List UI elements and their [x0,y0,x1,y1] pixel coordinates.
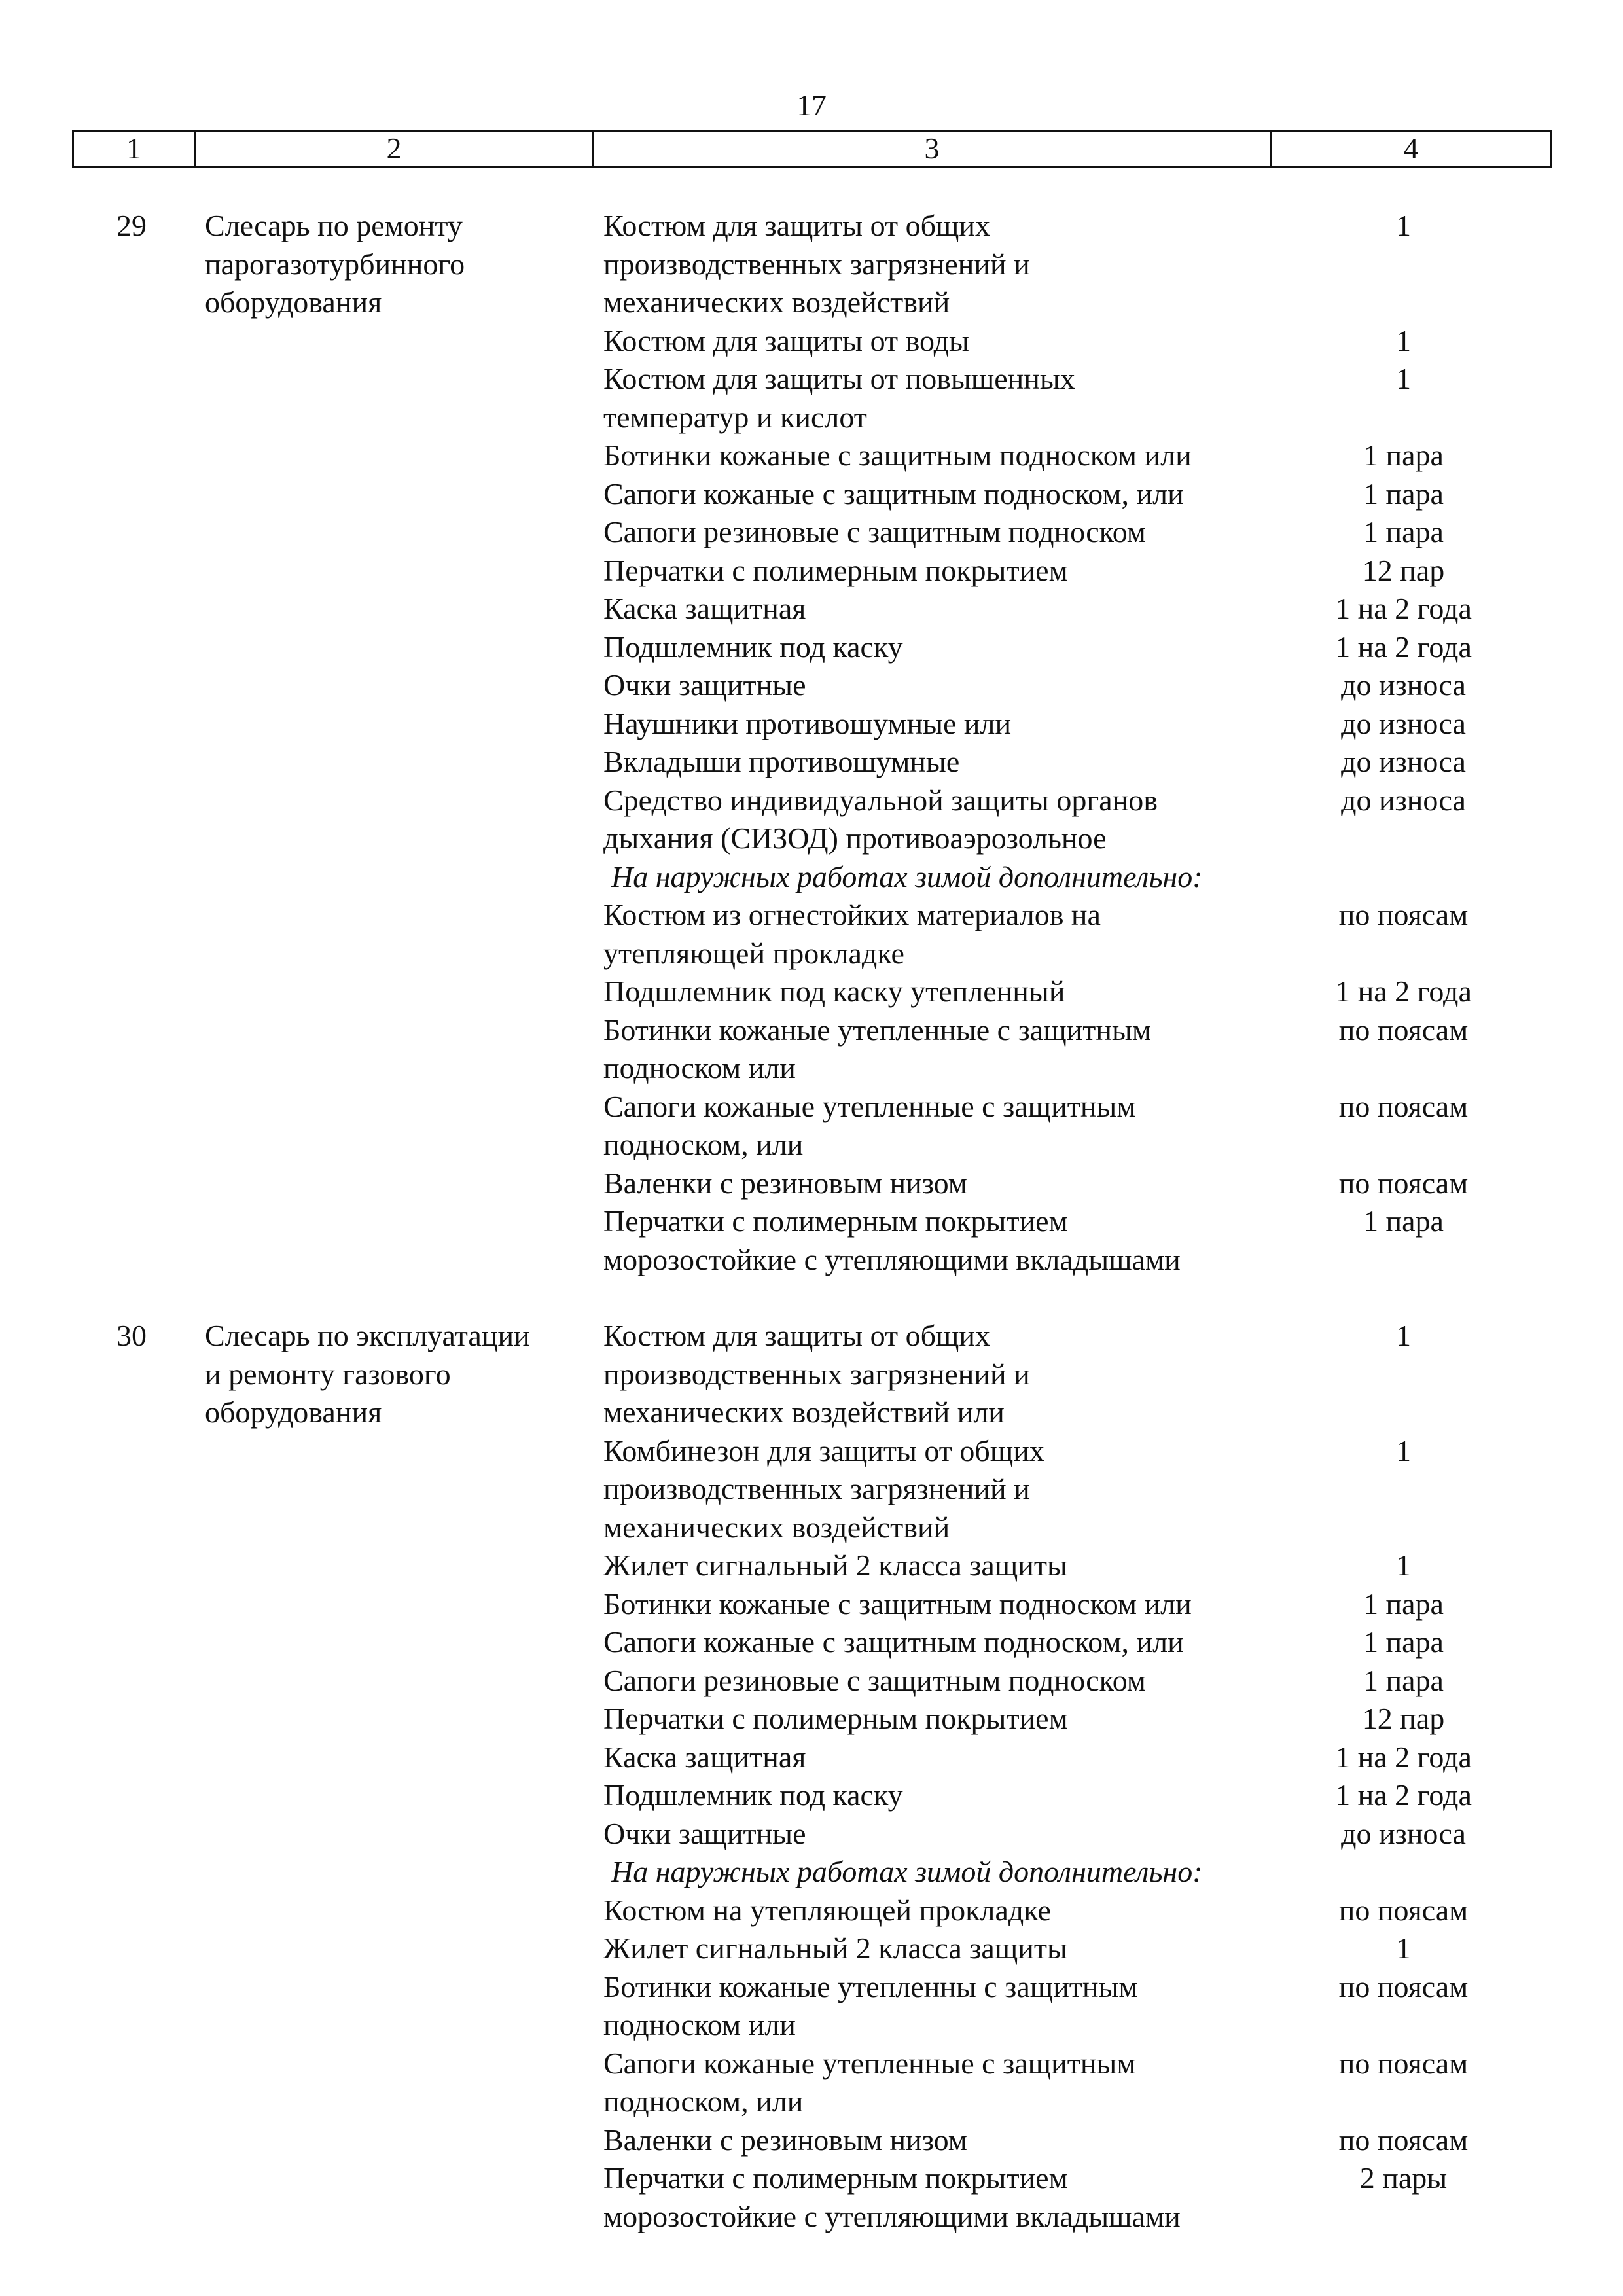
item-quantity: по поясам [1338,1166,1469,1200]
item-name: Подшлемник под каску утепленный [603,975,1065,1008]
item-name: Подшлемник под каску [603,630,903,664]
item-quantity: по поясам [1338,2123,1469,2157]
item-quantity [1268,819,1539,858]
item-quantity: 1 пара [1363,476,1444,511]
item-name: Ботинки кожаные с защитным подноском или [603,439,1192,472]
table-row [603,2121,1552,2160]
item-quantity: 1 пара [1363,1587,1444,1621]
table-entry [72,1317,1552,2236]
item-name: дыхания (СИЗОД) противоаэрозольное [603,821,1107,855]
item-name: морозостойкие с утепляющими вкладышами [603,2199,1181,2233]
item-name: механических воздействий [603,285,950,319]
item-quantity: 1 [1396,362,1411,395]
item-name: Наушники противошумные или [603,706,1012,740]
item-name: подноском или [603,2008,796,2041]
item-name: Валенки с резиновым низом [603,2123,967,2157]
table-row [603,1623,1552,1662]
item-quantity: 1 на 2 года [1335,630,1472,664]
winter-note: На наружных работах зимой дополнительно: [611,1855,1203,1888]
item-name: утепляющей прокладке [603,936,904,970]
ppe-list [603,1317,1552,2236]
header-col-2: 2 [194,132,592,166]
table-row [603,1776,1552,1815]
item-quantity: 1 [1396,1433,1411,1467]
header-col-4: 4 [1270,132,1550,166]
item-quantity: по поясам [1338,1089,1469,1123]
item-quantity: 1 на 2 года [1335,975,1472,1008]
item-name: Костюм на утепляющей прокладке [603,1893,1051,1927]
item-quantity [1268,2083,1539,2121]
table-row [603,1164,1552,1203]
item-name: морозостойкие с утепляющими вкладышами [603,1242,1181,1276]
item-name: Средство индивидуальной защиты органов [603,783,1158,817]
item-quantity: по поясам [1338,898,1469,931]
item-name: производственных загрязнений и [603,1357,1030,1391]
item-quantity: 1 [1396,209,1411,242]
item-name: Сапоги резиновые с защитным подноском [603,515,1146,548]
item-name: Очки защитные [603,1816,806,1850]
table-row [603,1929,1552,1968]
table-row [603,2083,1552,2121]
table-row [603,207,1552,245]
item-quantity: 1 пара [1363,515,1444,548]
item-name: Костюм для защиты от повышенных [603,362,1075,395]
item-quantity: 2 пары [1359,2161,1448,2195]
item-quantity [1268,1049,1539,1088]
table-row [603,552,1552,590]
table-row [603,666,1552,705]
item-quantity: 12 пар [1362,553,1445,587]
table-row [603,1585,1552,1624]
table-row [603,819,1552,858]
table-row [603,1470,1552,1509]
table-row [603,1126,1552,1164]
item-name: Каска защитная [603,1740,806,1774]
table-row [603,1968,1552,2007]
entry-number: 30 [116,1319,147,1352]
item-quantity: 1 [1396,323,1411,357]
item-quantity: 1 пара [1363,439,1444,472]
item-quantity: по поясам [1338,1893,1469,1927]
table-row [603,1547,1552,1585]
item-quantity [1268,399,1539,437]
entry-number: 29 [116,209,147,242]
item-name: подноском, или [603,1128,804,1161]
item-quantity [1268,1355,1539,1394]
table-row [603,1241,1552,1280]
item-quantity [1268,283,1539,322]
item-name: Жилет сигнальный 2 класса защиты [603,1931,1067,1965]
item-quantity: по поясам [1338,1969,1469,2003]
item-name: Костюм для защиты от общих [603,1319,991,1352]
item-quantity: 1 на 2 года [1335,592,1472,625]
item-quantity [1268,2006,1539,2045]
item-name: Комбинезон для защиты от общих [603,1433,1044,1467]
item-quantity: 12 пар [1362,1702,1445,1735]
item-quantity [1268,245,1539,284]
table-row [603,1892,1552,1930]
job-title-line: Слесарь по эксплуатации [205,1319,530,1352]
item-name: Очки защитные [603,668,806,702]
job-title-line: Слесарь по ремонту [205,209,463,242]
table-row [603,781,1552,820]
table-row [603,1317,1552,1355]
job-title-line: парогазотурбинного [205,247,465,281]
item-quantity: по поясам [1338,1013,1469,1047]
item-quantity: 1 [1396,1931,1411,1965]
item-name: Костюм для защиты от общих [603,209,991,242]
item-name: Вкладыши противошумные [603,745,960,778]
table-row [603,1088,1552,1126]
table-row [603,513,1552,552]
item-quantity: 1 [1396,1549,1411,1582]
page-number: 17 [796,88,827,122]
table-row [603,1355,1552,1394]
table-row [603,590,1552,628]
item-quantity: по поясам [1338,2046,1469,2080]
table-row [603,360,1552,399]
item-name: Сапоги кожаные утепленные с защитным [603,1089,1136,1123]
table-row [603,245,1552,284]
table-row [603,2159,1552,2198]
item-quantity: до износа [1341,1816,1466,1850]
item-name: Сапоги кожаные с защитным подноском, или [603,476,1184,511]
header-col-3: 3 [592,132,1270,166]
table-row [603,2045,1552,2083]
table-row [603,628,1552,667]
item-quantity [1268,2198,1539,2236]
item-name: производственных загрязнений и [603,1472,1030,1505]
item-name: Сапоги резиновые с защитным подноском [603,1663,1146,1697]
table-row [603,1011,1552,1050]
winter-note: На наружных работах зимой дополнительно: [611,859,1203,893]
table-row [603,973,1552,1011]
table-row [603,2198,1552,2236]
item-quantity: до износа [1341,668,1466,702]
item-name: Перчатки с полимерным покрытием [603,1204,1068,1238]
item-quantity: 1 [1396,1319,1411,1352]
item-name: подноском, или [603,2085,804,2118]
item-name: механических воздействий или [603,1395,1005,1429]
item-name: Подшлемник под каску [603,1778,903,1812]
item-name: производственных загрязнений и [603,247,1030,281]
table-row [603,1815,1552,1854]
item-quantity: до износа [1341,745,1466,778]
table-body [72,207,1552,2274]
table-row [603,1432,1552,1471]
item-name: Перчатки с полимерным покрытием [603,1702,1068,1735]
item-name: Перчатки с полимерным покрытием [603,2161,1068,2195]
item-name: Ботинки кожаные с защитным подноском или [603,1587,1192,1621]
table-row [603,896,1552,935]
item-name: Ботинки кожаные утепленные с защитным [603,1013,1151,1047]
table-row [603,1662,1552,1700]
table-row [603,1393,1552,1432]
table-row [603,1738,1552,1777]
table-row [603,322,1552,361]
item-name: Сапоги кожаные утепленные с защитным [603,2046,1136,2080]
item-name: Жилет сигнальный 2 класса защиты [603,1549,1067,1582]
item-quantity [1268,1393,1539,1432]
item-quantity: до износа [1341,706,1466,740]
table-row [603,283,1552,322]
table-header [72,130,1552,168]
item-quantity [1268,1470,1539,1509]
table-row [603,399,1552,437]
item-name: Сапоги кожаные с защитным подноском, или [603,1625,1184,1659]
table-entry [72,207,1552,1279]
table-row [603,475,1552,514]
item-quantity: 1 на 2 года [1335,1778,1472,1812]
item-name: Каска защитная [603,592,806,625]
table-row [603,1049,1552,1088]
item-name: механических воздействий [603,1510,950,1544]
item-quantity: 1 на 2 года [1335,1740,1472,1774]
table-row [603,705,1552,744]
item-quantity: 1 пара [1363,1625,1444,1659]
item-quantity [1268,1241,1539,1280]
item-quantity [1268,1509,1539,1547]
item-name: температур и кислот [603,400,867,434]
item-name: Костюм для защиты от воды [603,323,969,357]
item-quantity: 1 пара [1363,1663,1444,1697]
item-quantity: 1 пара [1363,1204,1444,1238]
job-title-line: оборудования [205,1395,382,1429]
item-name: Перчатки с полимерным покрытием [603,553,1068,587]
item-name: Ботинки кожаные утепленны с защитным [603,1969,1138,2003]
item-quantity: до износа [1341,783,1466,817]
item-name: Валенки с резиновым низом [603,1166,967,1200]
table-row [603,437,1552,475]
job-title [205,207,603,1279]
header-col-1: 1 [126,132,141,165]
table-row [603,1700,1552,1738]
ppe-list [603,207,1552,1279]
job-title-line: оборудования [205,285,382,319]
table-row [603,935,1552,973]
table-row [603,743,1552,781]
item-quantity [1268,1126,1539,1164]
item-name: подноском или [603,1051,796,1085]
table-row [603,1202,1552,1241]
item-name: Костюм из огнестойких материалов на [603,898,1101,931]
item-quantity [1268,935,1539,973]
table-row [603,1509,1552,1547]
table-row [603,2006,1552,2045]
job-title [205,1317,603,2236]
job-title-line: и ремонту газового [205,1357,451,1391]
